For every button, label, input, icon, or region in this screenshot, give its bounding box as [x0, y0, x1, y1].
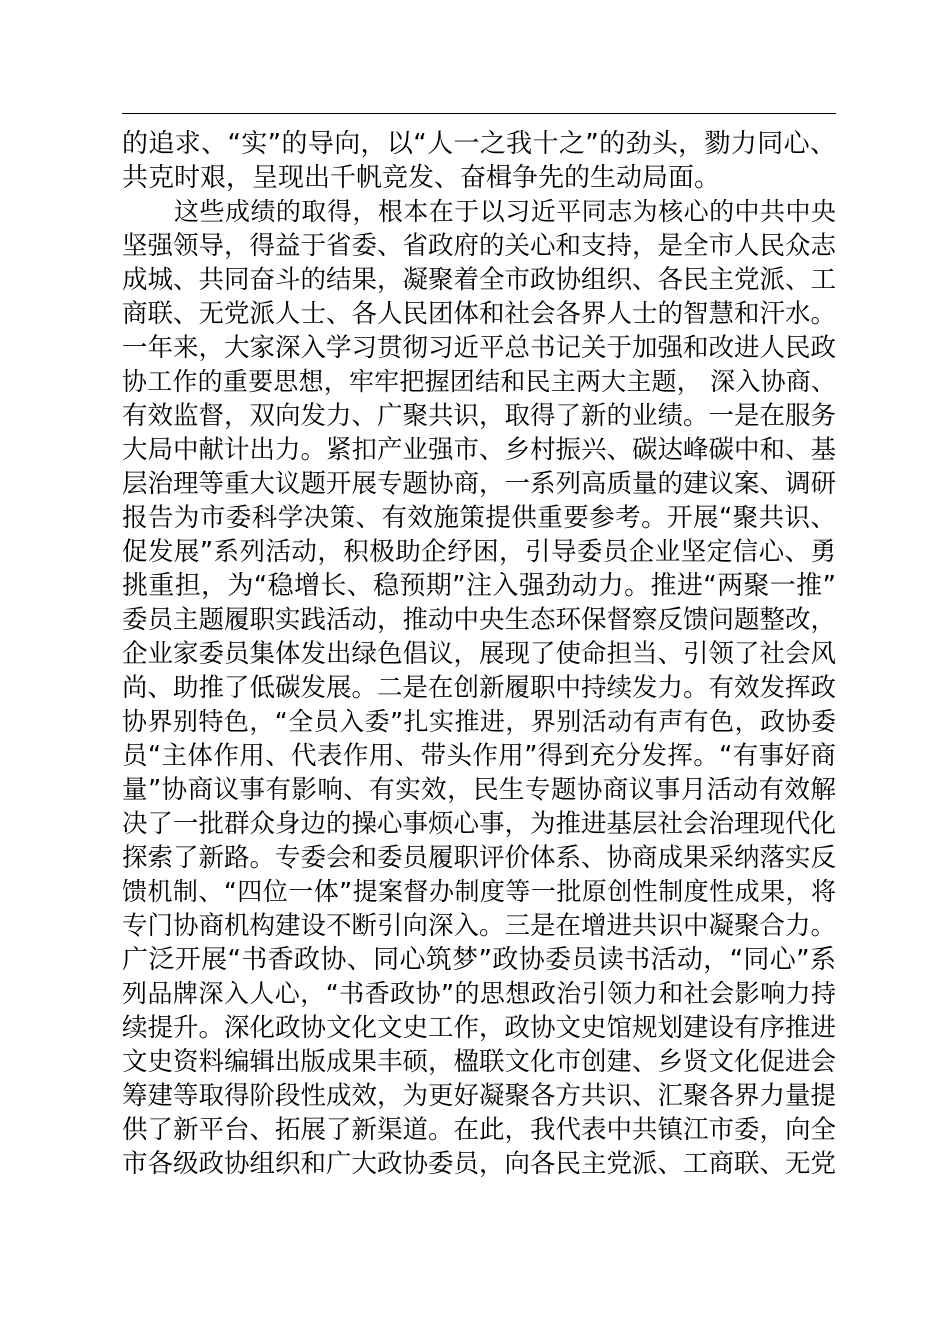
text-line: 有效监督，双向发力、广聚共识，取得了新的业绩。一是在服务: [122, 401, 837, 431]
text-line: 市各级政协组织和广大政协委员，向各民主党派、工商联、无党: [122, 1149, 837, 1179]
text-line: 挑重担，为“稳增长、稳预期”注入强劲动力。推进“两聚一推”: [122, 571, 836, 601]
text-line: 促发展”系列活动，积极助企纾困，引导委员企业坚定信心、勇: [122, 537, 836, 567]
text-line: 成城、共同奋斗的结果，凝聚着全市政协组织、各民主党派、工: [122, 265, 837, 295]
text-line: 决了一批群众身边的操心事烦心事，为推进基层社会治理现代化: [122, 809, 837, 839]
text-line: 的追求、“实”的导向，以“人一之我十之”的劲头，勠力同心、: [122, 129, 836, 159]
text-line: 一年来，大家深入学习贯彻习近平总书记关于加强和改进人民政: [122, 333, 837, 363]
text-line: 协工作的重要思想，牢牢把握团结和民主两大主题， 深入协商、: [122, 367, 836, 396]
text-line: 报告为市委科学决策、有效施策提供重要参考。开展“聚共识、: [122, 503, 836, 533]
paragraph-start-line: 这些成绩的取得，根本在于以习近平同志为核心的中共中央: [174, 197, 836, 226]
text-line: 共克时艰，呈现出千帆竞发、奋楫争先的生动局面。: [122, 163, 721, 193]
text-line: 探索了新路。专委会和委员履职评价体系、协商成果采纳落实反: [122, 843, 837, 873]
text-line: 供了新平台、拓展了新渠道。在此，我代表中共镇江市委，向全: [122, 1115, 837, 1145]
header-rule: [122, 113, 836, 114]
text-line: 大局中献计出力。紧扣产业强市、乡村振兴、碳达峰碳中和、基: [122, 435, 837, 465]
text-line: 专门协商机构建设不断引向深入。三是在增进共识中凝聚合力。: [122, 911, 837, 941]
text-line: 坚强领导，得益于省委、省政府的关心和支持，是全市人民众志: [122, 231, 837, 261]
text-line: 筹建等取得阶段性成效，为更好凝聚各方共识、汇聚各界力量提: [122, 1081, 837, 1111]
text-line: 商联、无党派人士、各人民团体和社会各界人士的智慧和汗水。: [122, 299, 837, 329]
text-line: 量”协商议事有影响、有实效，民生专题协商议事月活动有效解: [122, 775, 836, 805]
text-line: 馈机制、“四位一体”提案督办制度等一批原创性制度性成果，将: [122, 877, 836, 906]
text-line: 尚、助推了低碳发展。二是在创新履职中持续发力。有效发挥政: [122, 673, 837, 703]
text-line: 企业家委员集体发出绿色倡议，展现了使命担当、引领了社会风: [122, 639, 837, 669]
text-line: 文史资料编辑出版成果丰硕，楹联文化市创建、乡贤文化促进会: [122, 1047, 837, 1077]
text-line: 列品牌深入人心，“书香政协”的思想政治引领力和社会影响力持: [122, 979, 836, 1008]
body-text: [122, 127, 836, 1181]
text-line: 续提升。深化政协文化文史工作，政协文史馆规划建设有序推进: [122, 1013, 837, 1043]
text-line: 广泛开展“书香政协、同心筑梦”政协委员读书活动，“同心”系: [122, 945, 836, 975]
text-line: 协界别特色，“全员入委”扎实推进，界别活动有声有色，政协委: [122, 707, 836, 736]
text-line: 员“主体作用、代表作用、带头作用”得到充分发挥。“有事好商: [122, 741, 836, 771]
text-line: 层治理等重大议题开展专题协商，一系列高质量的建议案、调研: [122, 469, 837, 499]
text-line: 委员主题履职实践活动，推动中央生态环保督察反馈问题整改，: [122, 605, 837, 635]
